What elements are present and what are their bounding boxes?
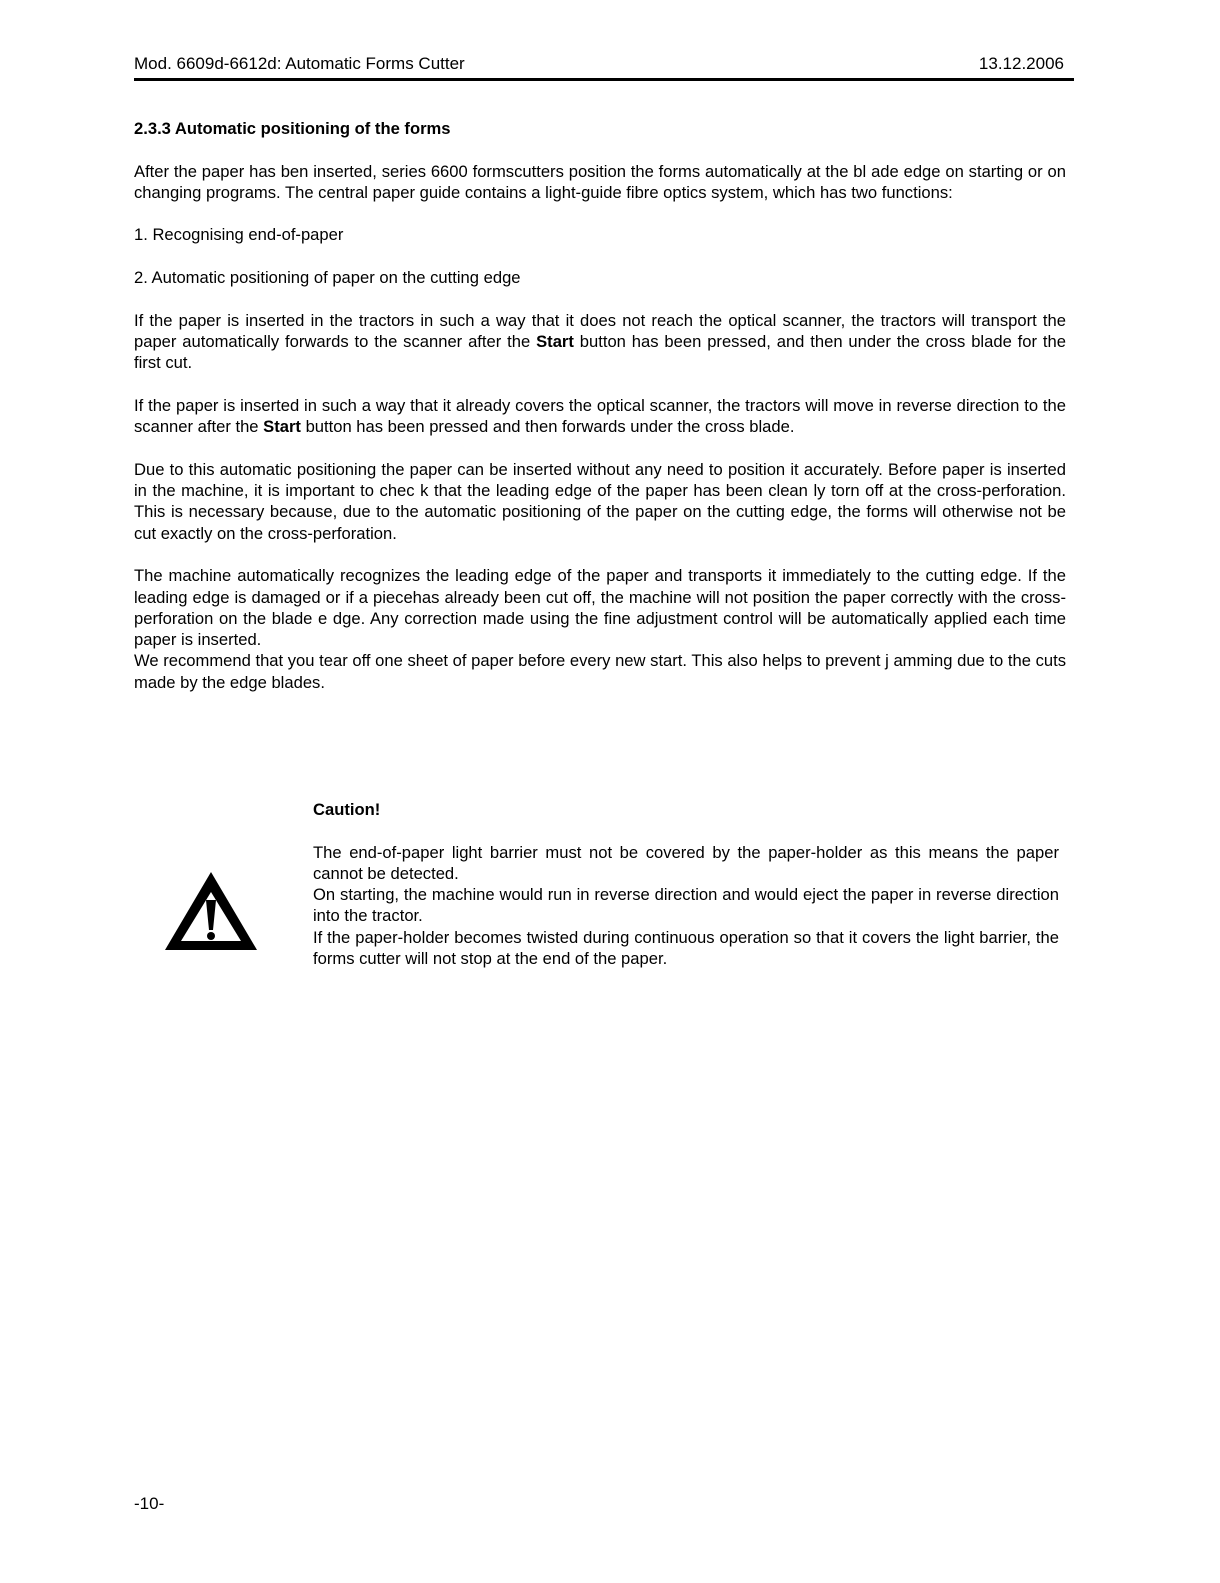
caution-line-1: The end-of-paper light barrier must not be covered by the paper-holder as this means the paper cannot be detected.	[313, 842, 1059, 883]
caution-line-2: On starting, the machine would run in reverse direction and would eject the paper in reverse direction into the tractor.	[313, 885, 1059, 926]
caution-title: Caution!	[313, 800, 381, 819]
document-date: 13.12.2006	[978, 54, 1064, 73]
paragraph-recommendation: We recommend that you tear off one sheet of paper before every new start. This also helps to prevent j amming due to the cuts made by the edge blades.	[134, 651, 1066, 692]
intro-paragraph: After the paper has ben inserted, series 6600 formscutters position the forms automatically at the bl ade edge on starting or on changing programs. The central paper guide contains a light-guide fibre optics system, which has two functions:	[134, 161, 1066, 202]
start-keyword: Start	[536, 331, 574, 351]
paragraph-not-reaching-scanner: If the paper is inserted in the tractors in such a way that it does not reach the optical scanner, the tractors will transport the paper automatically forwards to the scanner after the Start button has been pressed, and then under the cross blade for the first cut.	[134, 310, 1066, 373]
page-header	[134, 52, 1074, 81]
paragraph-leading-edge: The machine automatically recognizes the leading edge of the paper and transports it immediately to the cutting edge. If the leading edge is damaged or if a piecehas already been cut off, the machine will not position the paper correctly with the cross-perforation on the blade e dge. Any correction made using the fine adjustment control will be automatically applied each time paper is inserted.	[134, 566, 1066, 650]
function-item-1: 1. Recognising end-of-paper	[134, 225, 344, 245]
document-title: Mod. 6609d-6612d: Automatic Forms Cutter	[134, 54, 465, 73]
start-keyword: Start	[263, 417, 301, 437]
paragraph-positioning: Due to this automatic positioning the paper can be inserted without any need to position it accurately. Before paper is inserted in the machine, it is important to chec k that the leading edge of the paper has been clean ly torn off at the cross-perforation. This is necessary because, due to the automatic positioning of the paper on the cutting edge, the forms will otherwise not be cut exactly on the cross-perforation.	[134, 459, 1066, 543]
function-item-2: 2. Automatic positioning of paper on the cutting edge	[134, 268, 521, 288]
warning-triangle-icon	[163, 870, 259, 952]
paragraph-covering-scanner: If the paper is inserted in such a way that it already covers the optical scanner, the tractors will move in reverse direction to the scanner after the Start button has been pressed and then forwards under the cross blade.	[134, 395, 1066, 437]
caution-box	[313, 799, 1059, 969]
page-number: -10-	[134, 1494, 165, 1513]
section-heading: 2.3.3 Automatic positioning of the forms	[134, 119, 451, 138]
caution-line-3: If the paper-holder becomes twisted during continuous operation so that it covers the light barrier, the forms cutter will not stop at the end of the paper.	[313, 927, 1059, 969]
main-content	[134, 118, 1066, 714]
